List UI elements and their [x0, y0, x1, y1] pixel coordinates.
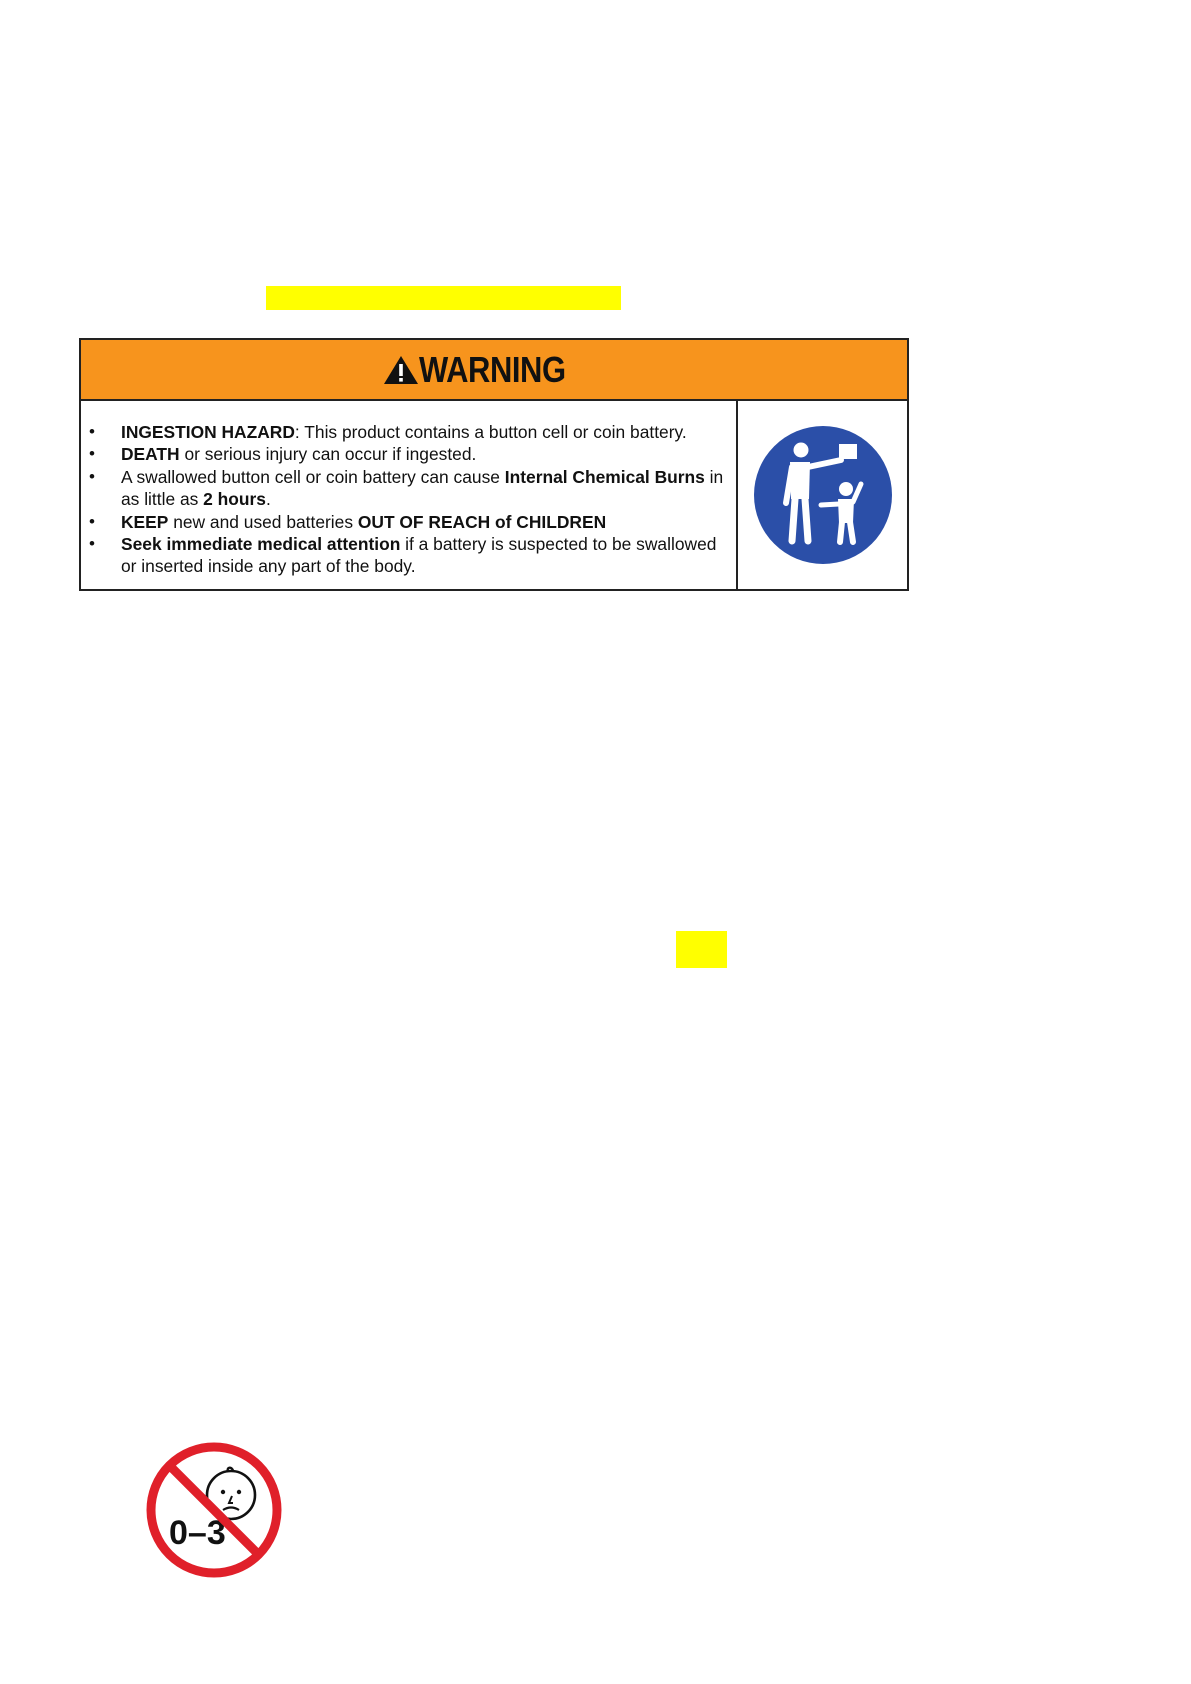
age-label: 0–3	[169, 1514, 226, 1552]
not-for-children-under-3-icon	[144, 1440, 284, 1580]
warning-item-text: in as little as	[121, 466, 724, 510]
warning-title: WARNING	[418, 348, 566, 390]
highlight-mark-top	[266, 286, 621, 310]
warning-item	[81, 466, 736, 511]
warning-header	[81, 340, 907, 401]
warning-item-emphasis: INGESTION HAZARD	[121, 422, 295, 442]
warning-item-emphasis: Internal Chemical Burns	[504, 466, 705, 487]
warning-item	[81, 443, 736, 465]
warning-item-text: if a battery is suspected to be swallowed or inserted inside any part of the body.	[121, 534, 717, 577]
warning-item-emphasis: 2 hours	[203, 489, 266, 510]
bullet: •	[89, 422, 95, 441]
warning-item	[81, 421, 736, 443]
battery-warning-label	[79, 338, 909, 591]
pictogram-cell	[738, 401, 907, 589]
bullet: •	[89, 444, 95, 464]
bullet: •	[89, 466, 95, 486]
warning-text	[81, 401, 738, 589]
bullet: •	[89, 534, 95, 554]
warning-item-emphasis: DEATH	[121, 444, 180, 465]
warning-triangle-icon	[383, 355, 419, 385]
warning-item-emphasis: OUT OF REACH of CHILDREN	[357, 511, 607, 532]
warning-item-text: : This product contains a button cell or coin battery.	[294, 422, 687, 442]
keep-away-from-children-icon	[753, 425, 893, 565]
warning-item-text: .	[265, 489, 271, 510]
warning-list	[81, 421, 736, 578]
warning-item-text: A swallowed button cell or coin battery can cause	[121, 466, 505, 487]
warning-item-text: or serious injury can occur if ingested.	[179, 444, 477, 465]
warning-item-emphasis: Seek immediate medical attention	[121, 534, 401, 555]
age-warning-symbol	[144, 1440, 284, 1580]
warning-item	[81, 533, 736, 578]
warning-item-emphasis: KEEP	[121, 511, 169, 532]
highlight-mark-middle	[676, 931, 727, 968]
bullet: •	[89, 511, 95, 531]
warning-item-text: new and used batteries	[168, 511, 358, 532]
warning-item	[81, 511, 736, 533]
